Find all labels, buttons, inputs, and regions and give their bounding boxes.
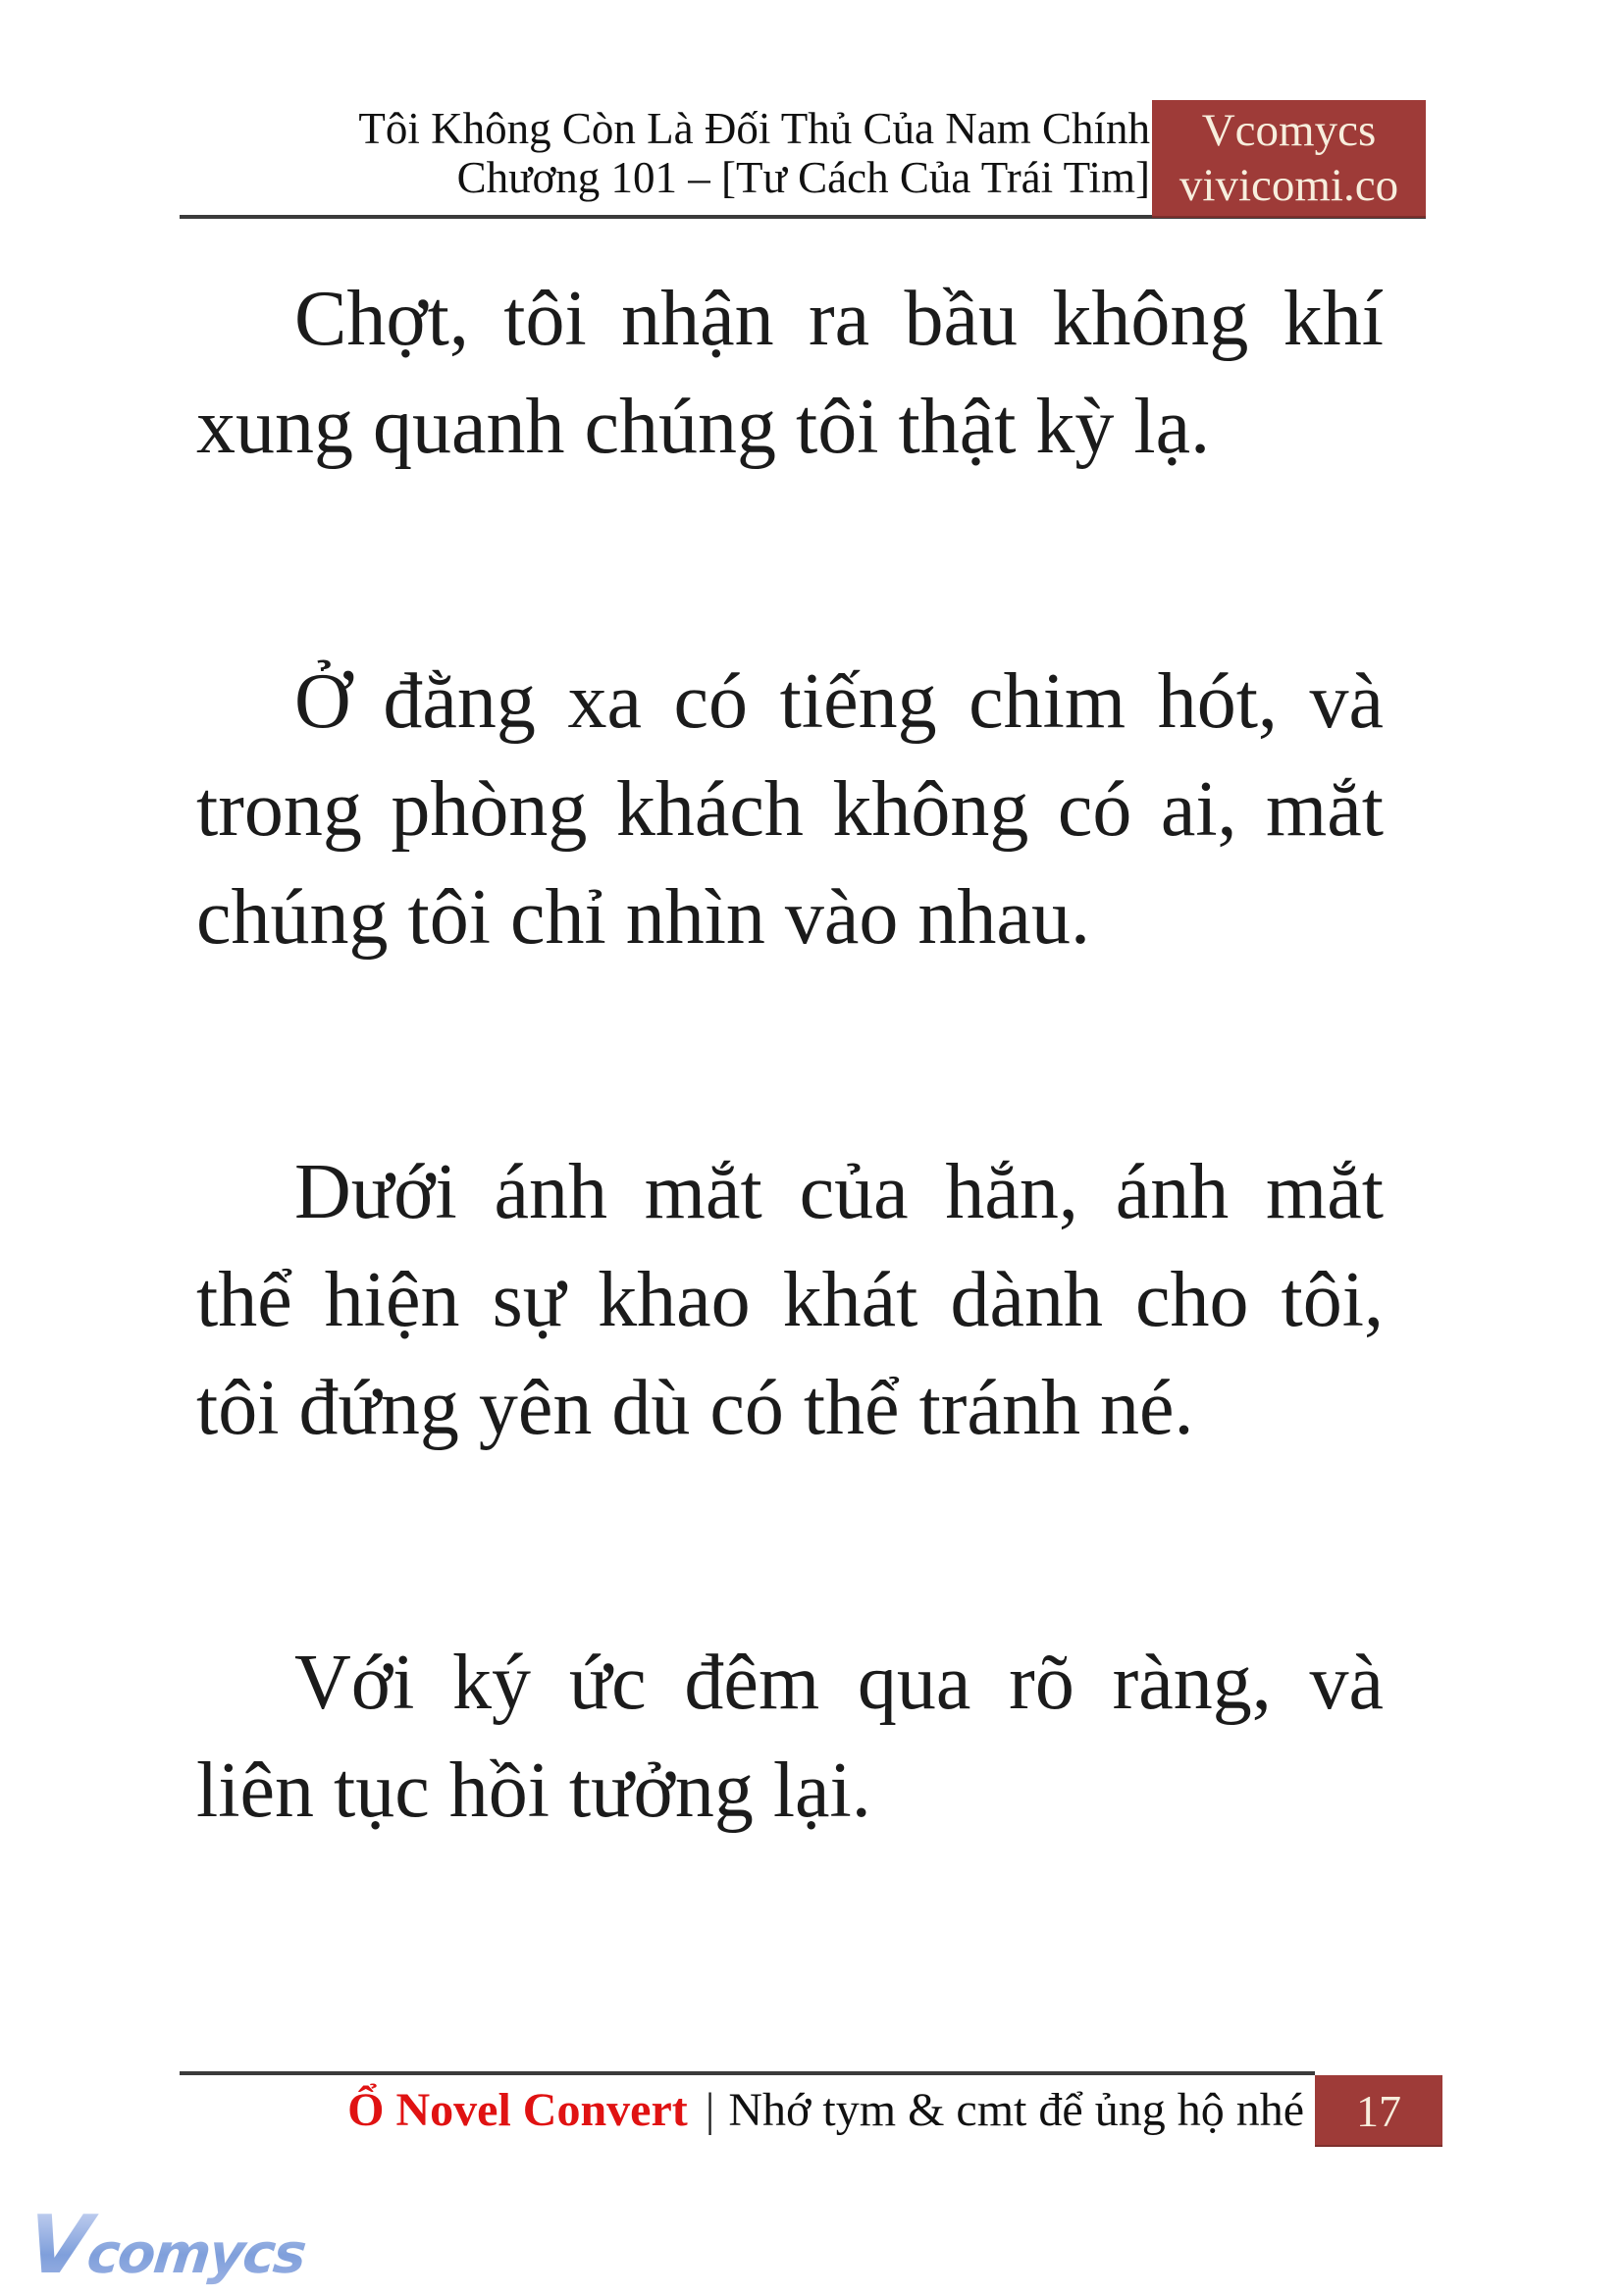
paragraph: Với ký ức đêm qua rõ ràng, và liên tục hồi tưởng lại.: [196, 1640, 1384, 1834]
watermark-initial: V: [23, 2199, 93, 2292]
footer-note: Nhớ tym & cmt để ủng hộ nhé: [728, 2084, 1304, 2136]
footer-separator: |: [705, 2084, 715, 2136]
footer-rule: [180, 2071, 1315, 2075]
chapter-title: Chương 101 – [Tư Cách Của Trái Tim]: [456, 153, 1150, 202]
page-number-box: [1315, 2075, 1442, 2147]
page-number: 17: [1356, 2086, 1401, 2136]
watermark-rest: comycs: [83, 2222, 308, 2286]
paragraph: Ở đằng xa có tiếng chim hót, và trong phòng khách không có ai, mắt chúng tôi chỉ nhìn vào nhau.: [196, 658, 1384, 961]
series-title: Tôi Không Còn Là Đối Thủ Của Nam Chính: [358, 104, 1150, 153]
paragraph: Dưới ánh mắt của hắn, ánh mắt thể hiện sự khao khát dành cho tôi, tôi đứng yên dù có thể tránh né.: [196, 1149, 1384, 1451]
footer-credit: [180, 2082, 1304, 2139]
body-text: [196, 265, 1384, 2011]
brand-name: Vcomycs: [1201, 105, 1377, 156]
brand-site: vivicomi.co: [1179, 160, 1399, 211]
page-header: [180, 104, 1150, 202]
brand-box: [1152, 100, 1426, 218]
watermark-logo: [23, 2199, 309, 2295]
paragraph: Chợt, tôi nhận ra bầu không khí xung quanh chúng tôi thật kỳ lạ.: [196, 276, 1384, 470]
footer-brand: Ổ Novel Convert: [347, 2084, 688, 2136]
